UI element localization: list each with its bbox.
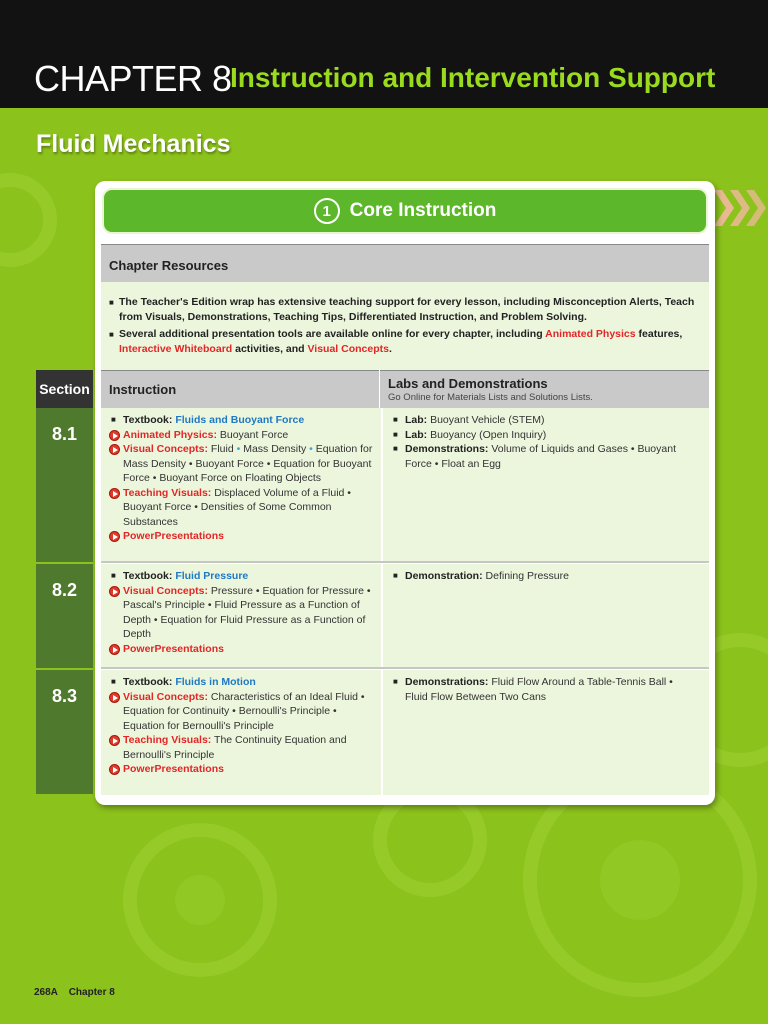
lab-text: Buoyant Vehicle (STEM) bbox=[430, 414, 545, 426]
instruction-column-header: Instruction bbox=[101, 370, 379, 408]
visual-concept-continued: Equation for Bernoulli's Principle bbox=[123, 719, 274, 732]
animated-physics-link[interactable]: Animated Physics bbox=[545, 328, 636, 340]
footer-chapter: Chapter 8 bbox=[68, 987, 115, 998]
power-presentations-link[interactable]: PowerPresentations bbox=[123, 763, 224, 775]
list-item bbox=[109, 442, 375, 457]
visual-concept-item[interactable]: Equation for bbox=[315, 443, 373, 455]
page-title: Fluid Mechanics bbox=[36, 130, 231, 158]
textbook-link[interactable]: Fluids in Motion bbox=[175, 676, 256, 688]
textbook-label: Textbook: bbox=[123, 414, 173, 426]
visual-concept-continued: Force • Buoyant Force on Floating Objects bbox=[123, 472, 322, 484]
online-resource-icon bbox=[109, 531, 120, 542]
list-item bbox=[391, 442, 703, 457]
table-row bbox=[101, 670, 709, 795]
table-row bbox=[101, 408, 709, 563]
chapter-resources-list bbox=[101, 282, 709, 370]
table-row bbox=[101, 564, 709, 669]
visual-concept-item[interactable]: Characteristics of an Ideal Fluid • bbox=[210, 690, 365, 703]
list-item bbox=[109, 529, 375, 544]
resource-text: . bbox=[388, 343, 392, 355]
list-item bbox=[109, 690, 375, 705]
online-resource-icon bbox=[109, 764, 120, 775]
visual-concept-continued: Mass Density • Buoyant Force • Equation for Buoyant bbox=[123, 457, 372, 470]
online-resource-icon bbox=[109, 644, 120, 655]
demonstrations-text: Volume of Liquids and Gases • Buoyant bbox=[491, 443, 676, 455]
online-resource-icon bbox=[109, 430, 120, 441]
demonstrations-label: Demonstrations: bbox=[405, 443, 489, 455]
chevron-right-icon bbox=[714, 188, 768, 228]
resource-text: features, bbox=[635, 328, 683, 340]
list-item bbox=[109, 413, 375, 428]
list-item bbox=[109, 295, 699, 325]
labs-cell bbox=[381, 670, 709, 795]
demonstrations-text: Fluid Flow Around a Table-Tennis Ball • bbox=[491, 676, 673, 688]
instruction-cell bbox=[101, 670, 379, 795]
labs-title: Labs and Demonstrations bbox=[388, 376, 548, 391]
online-resource-icon bbox=[109, 586, 120, 597]
visual-concept-continued: Depth • Equation for Fluid Pressure as a Function of bbox=[123, 613, 366, 626]
section-column-header: Section bbox=[36, 370, 93, 408]
chapter-resources-heading: Chapter Resources bbox=[101, 244, 709, 282]
lab-label: Lab: bbox=[405, 428, 428, 441]
demonstrations-continued: Fluid Flow Between Two Cans bbox=[405, 690, 547, 703]
chapter-title: Instruction and Intervention Support bbox=[230, 62, 716, 93]
visual-concept-item[interactable]: Mass Density bbox=[243, 443, 307, 455]
list-item bbox=[109, 584, 375, 599]
section-number: 8.3 bbox=[36, 670, 93, 794]
list-item bbox=[391, 675, 703, 690]
visual-concepts-label: Visual Concepts: bbox=[123, 443, 208, 455]
online-resource-icon bbox=[109, 488, 120, 499]
page-number: 268A bbox=[34, 987, 58, 998]
bullet-dot-icon: • bbox=[236, 443, 241, 455]
list-item bbox=[391, 569, 703, 584]
resource-text: activities, and bbox=[232, 343, 308, 355]
list-item bbox=[391, 413, 703, 428]
list-item bbox=[109, 733, 375, 748]
visual-concept-continued: Equation for Continuity • Bernoulli's Principle • bbox=[123, 705, 337, 717]
list-item bbox=[109, 762, 375, 777]
textbook-label: Textbook: bbox=[123, 676, 173, 688]
teaching-visuals-continued: Substances bbox=[123, 515, 178, 528]
chapter-label: CHAPTER 8 bbox=[34, 58, 232, 99]
animated-physics-text[interactable]: Buoyant Force bbox=[219, 428, 289, 441]
bullet-dot-icon: • bbox=[309, 443, 313, 455]
online-resource-icon bbox=[109, 692, 120, 703]
teaching-visuals-continued: Buoyant Force • Densities of Some Common bbox=[123, 501, 332, 513]
textbook-link[interactable]: Fluids and Buoyant Force bbox=[175, 414, 305, 426]
demonstrations-continued: Force • Float an Egg bbox=[405, 457, 501, 470]
power-presentations-link[interactable]: PowerPresentations bbox=[123, 642, 224, 655]
visual-concepts-label: Visual Concepts: bbox=[123, 584, 208, 597]
chapter-header-bar bbox=[0, 0, 768, 108]
step-number-badge: 1 bbox=[314, 198, 340, 224]
visual-concepts-link[interactable]: Visual Concepts bbox=[307, 343, 389, 355]
visual-concepts-label: Visual Concepts: bbox=[123, 690, 208, 703]
labs-subtitle: Go Online for Materials Lists and Solutions Lists. bbox=[388, 392, 593, 403]
labs-column-header bbox=[380, 370, 709, 408]
list-item bbox=[109, 428, 375, 443]
demonstration-text: Defining Pressure bbox=[485, 570, 569, 582]
demonstrations-label: Demonstrations: bbox=[405, 676, 489, 688]
lab-text: Buoyancy (Open Inquiry) bbox=[430, 428, 547, 441]
visual-concept-continued: Depth bbox=[123, 628, 152, 640]
teaching-visuals-text[interactable]: The Continuity Equation and bbox=[214, 734, 347, 746]
visual-concept-item[interactable]: Pressure • Equation for Pressure • bbox=[210, 584, 371, 597]
teaching-visuals-continued: Bernoulli's Principle bbox=[123, 748, 215, 761]
power-presentations-link[interactable]: PowerPresentations bbox=[123, 530, 224, 542]
teaching-visuals-label: Teaching Visuals: bbox=[123, 734, 212, 746]
card-header bbox=[102, 188, 708, 234]
resource-text: Several additional presentation tools are available online for every chapter, including bbox=[119, 328, 546, 340]
visual-concept-continued: Pascal's Principle • Fluid Pressure as a Function of bbox=[123, 599, 360, 611]
card-title: Core Instruction bbox=[349, 200, 497, 221]
visual-concept-item[interactable]: Fluid bbox=[210, 443, 234, 455]
list-item bbox=[109, 486, 375, 501]
animated-physics-label: Animated Physics: bbox=[123, 428, 217, 441]
lab-label: Lab: bbox=[405, 414, 428, 426]
section-number: 8.2 bbox=[36, 564, 93, 668]
list-item bbox=[109, 327, 699, 357]
instruction-cell bbox=[101, 408, 379, 561]
interactive-whiteboard-link[interactable]: Interactive Whiteboard bbox=[119, 343, 233, 355]
list-item bbox=[109, 642, 375, 657]
labs-cell bbox=[381, 564, 709, 667]
list-item bbox=[109, 675, 375, 690]
demonstration-label: Demonstration: bbox=[405, 570, 483, 582]
instruction-cell bbox=[101, 564, 379, 667]
online-resource-icon bbox=[109, 444, 120, 455]
resource-text: The Teacher's Edition wrap has extensive teaching support for every lesson, including Misconception Alerts, Teach from Visuals, Demonstrations, Teaching Tips, Differentiated Instruction, and Problem Solving. bbox=[119, 296, 695, 323]
labs-cell bbox=[381, 408, 709, 561]
teaching-visuals-label: Teaching Visuals: bbox=[123, 486, 212, 499]
textbook-label: Textbook: bbox=[123, 570, 173, 582]
page-footer bbox=[34, 987, 123, 998]
section-number: 8.1 bbox=[36, 408, 93, 562]
list-item bbox=[391, 428, 703, 443]
list-item bbox=[109, 569, 375, 584]
textbook-link[interactable]: Fluid Pressure bbox=[175, 570, 249, 582]
online-resource-icon bbox=[109, 735, 120, 746]
teaching-visuals-text[interactable]: Displaced Volume of a Fluid • bbox=[214, 486, 351, 499]
